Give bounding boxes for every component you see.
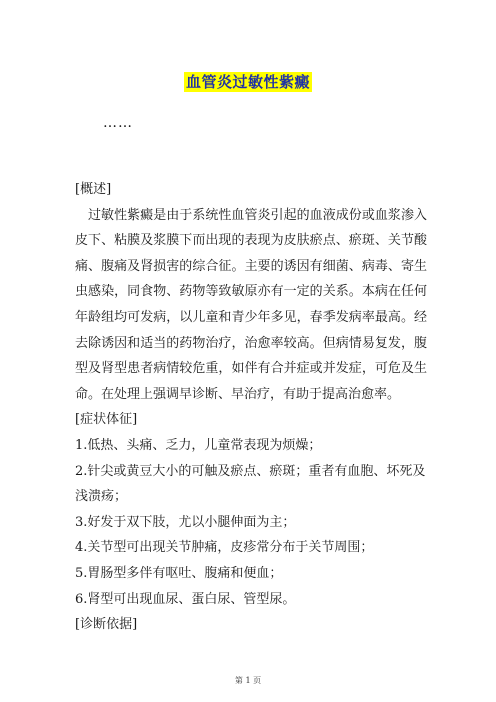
diagnosis-heading: [诊断依据] [75,617,138,633]
symptom-item-5: 5.胃肠型多伴有呕吐、腹痛和便血； [75,565,283,581]
overview-heading: [概述] [75,182,112,197]
overview-paragraph: 过敏性紫癜是由于系统性血管炎引起的血液成份或血浆渗入皮下、粘膜及浆膜下而出现的表现为皮肤瘀点、瘀斑、关节酸痛、腹痛及肾损害的综合征。主要的诱因有细菌、病毒、寄生虫感染，同食物、药物等致敏原亦有一定的关系。本病在任何年龄组均可发病，以儿童和青少年多见，春季发病率最高。经去除诱因和适当的药物治疗，治愈率较高。但病情易复发，腹型及肾型患者病情较危重，如伴有合并症或并发症，可危及生命。在处理上强调早诊断、早治疗，有助于提高治愈率。 [75,207,427,402]
symptoms-heading: [症状体征] [75,412,138,428]
ellipsis-text: …… [103,115,133,131]
document-body [75,177,427,638]
page-footer: 第 1 页 [234,676,262,685]
symptom-item-6: 6.肾型可出现血尿、蛋白尿、管型尿。 [75,591,296,607]
title-container [0,72,496,92]
document-title: 血管炎过敏性紫癜 [185,73,310,91]
symptom-item-4: 4.关节型可出现关节肿痛，皮疹常分布于关节周围； [75,540,374,556]
symptom-item-2: 2.针尖或黄豆大小的可触及瘀点、瘀斑；重者有血胞、坏死及浅溃疡； [75,463,426,505]
symptom-item-1: 1.低热、头痛、乏力，儿童常表现为烦燥； [75,437,322,453]
symptom-item-3: 3.好发于双下肢，尤以小腿伸面为主； [75,514,296,530]
